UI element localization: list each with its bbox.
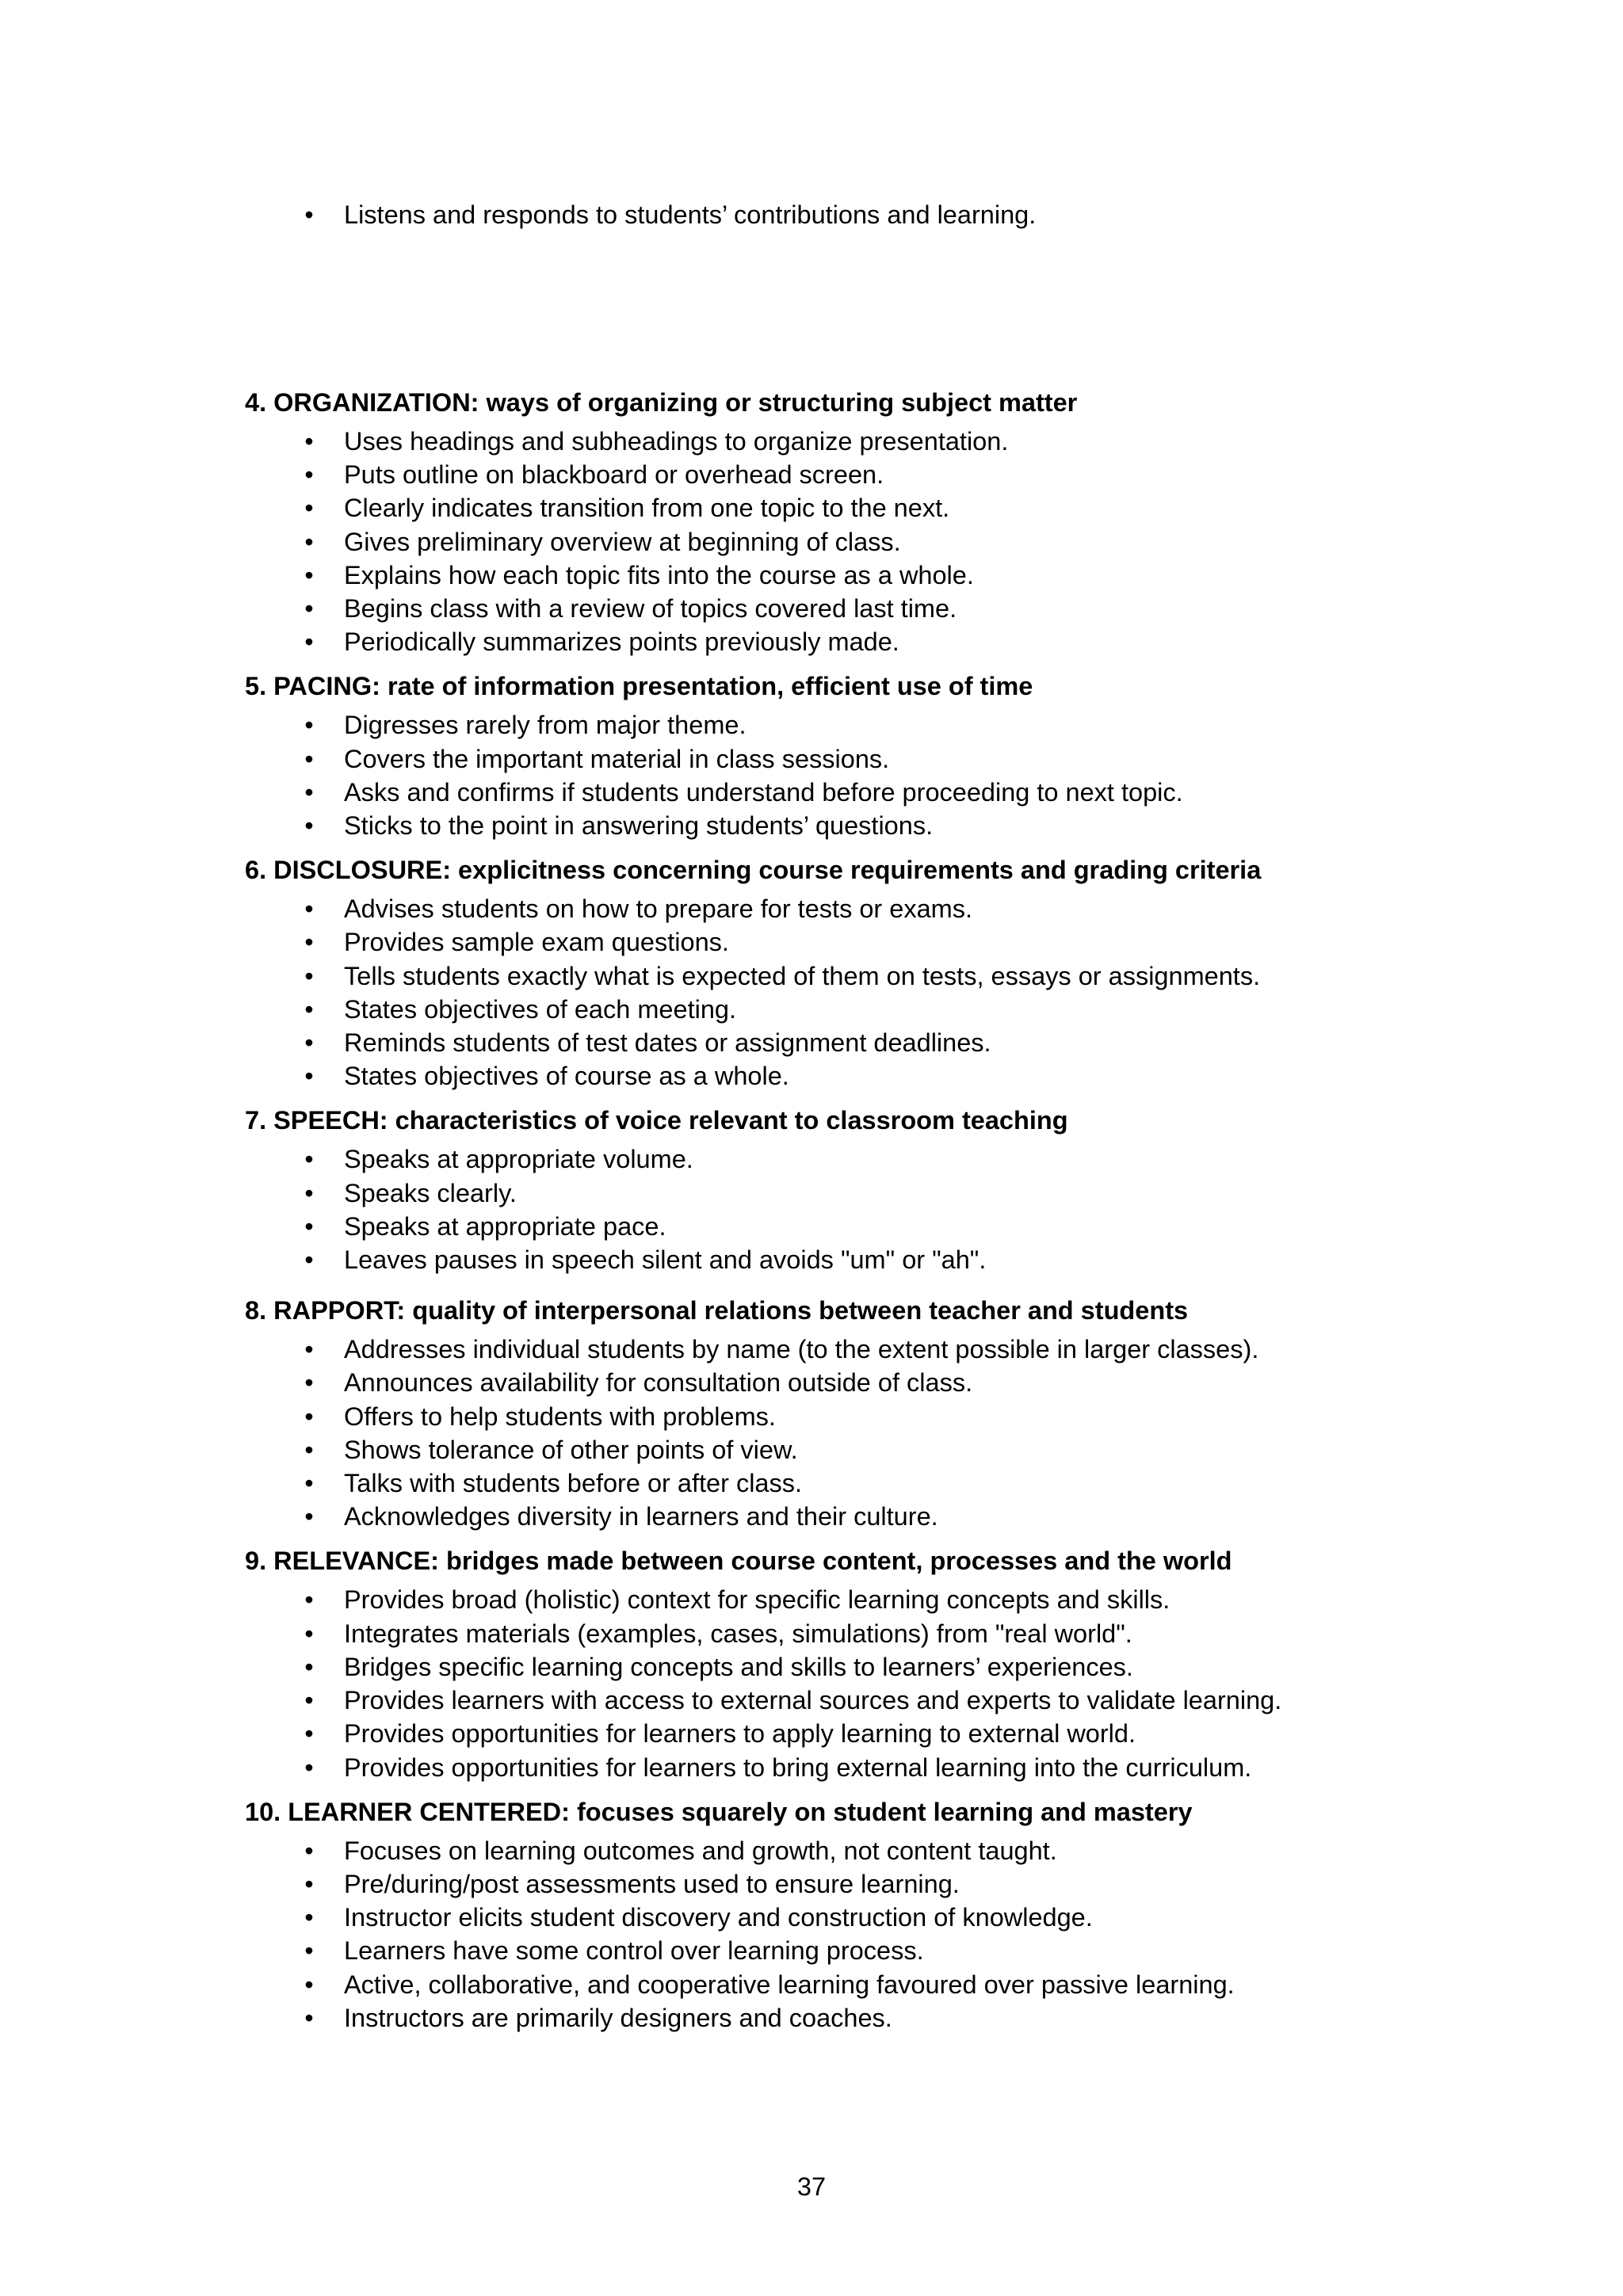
bullet-icon: •	[304, 961, 314, 990]
list-item	[245, 1617, 1434, 1650]
list-item	[245, 1934, 1434, 1967]
list-item-text: Uses headings and subheadings to organize presentation.	[344, 427, 1009, 456]
list-item-text: Integrates materials (examples, cases, simulations) from "real world".	[344, 1619, 1132, 1648]
list-item-text: Gives preliminary overview at beginning of class.	[344, 527, 901, 556]
list-item	[245, 1650, 1434, 1684]
bullet-icon: •	[304, 1178, 314, 1207]
bullet-icon: •	[304, 2003, 314, 2032]
list-item	[245, 525, 1434, 559]
list-item-text: Speaks clearly.	[344, 1178, 517, 1207]
bullet-icon: •	[304, 527, 314, 556]
bullet-list	[245, 1583, 1434, 1783]
list-item-text: Explains how each topic fits into the course as a whole.	[344, 560, 974, 589]
list-item	[245, 1684, 1434, 1717]
list-item	[245, 1867, 1434, 1901]
list-item	[245, 1059, 1434, 1093]
bullet-icon: •	[304, 1502, 314, 1531]
bullet-icon: •	[304, 777, 314, 807]
section-heading: 5. PACING: rate of information presentation, efficient use of time	[245, 672, 1033, 701]
bullet-list	[245, 1333, 1434, 1533]
bullet-icon: •	[304, 1211, 314, 1241]
list-item	[245, 1333, 1434, 1366]
bullet-icon: •	[304, 1402, 314, 1431]
list-item	[245, 559, 1434, 592]
bullet-icon: •	[304, 1145, 314, 1174]
list-item	[245, 1717, 1434, 1750]
bullet-icon: •	[304, 928, 314, 957]
bullet-icon: •	[304, 1585, 314, 1615]
list-item-text: Provides broad (holistic) context for specific learning concepts and skills.	[344, 1585, 1170, 1615]
list-item	[245, 1243, 1434, 1276]
bullet-icon: •	[304, 1619, 314, 1648]
list-item	[245, 776, 1434, 809]
list-item-text: Pre/during/post assessments used to ensure learning.	[344, 1869, 960, 1898]
list-item	[245, 1500, 1434, 1533]
list-item-text: Provides opportunities for learners to bring external learning into the curriculum.	[344, 1753, 1252, 1782]
bullet-list	[245, 708, 1434, 842]
list-item-text: Tells students exactly what is expected of them on tests, essays or assignments.	[344, 961, 1261, 990]
section-relevance	[245, 1544, 1434, 1783]
bullet-list	[245, 425, 1434, 658]
list-item	[245, 592, 1434, 625]
bullet-icon: •	[304, 994, 314, 1024]
list-item-text: Instructor elicits student discovery and construction of knowledge.	[344, 1903, 1093, 1932]
list-item-text: Talks with students before or after class.	[344, 1469, 803, 1498]
bullet-icon: •	[304, 1435, 314, 1464]
bullet-icon: •	[304, 200, 314, 229]
section-heading: 7. SPEECH: characteristics of voice relevant to classroom teaching	[245, 1106, 1068, 1135]
bullet-icon: •	[304, 460, 314, 490]
bullet-icon: •	[304, 560, 314, 589]
list-item	[245, 1751, 1434, 1784]
list-item	[245, 1177, 1434, 1210]
section-heading: 6. DISCLOSURE: explicitness concerning course requirements and grading criteria	[245, 856, 1262, 885]
list-item	[245, 1026, 1434, 1059]
list-item-text: Announces availability for consultation outside of class.	[344, 1368, 973, 1398]
bullet-icon: •	[304, 894, 314, 924]
bullet-icon: •	[304, 711, 314, 740]
bullet-icon: •	[304, 1970, 314, 1999]
bullet-icon: •	[304, 1686, 314, 1715]
bullet-icon: •	[304, 1719, 314, 1749]
list-item	[245, 925, 1434, 959]
list-item-text: Provides sample exam questions.	[344, 928, 729, 957]
section-heading: 4. ORGANIZATION: ways of organizing or structuring subject matter	[245, 388, 1078, 417]
section-disclosure	[245, 853, 1434, 1093]
bullet-icon: •	[304, 427, 314, 456]
section-speech	[245, 1104, 1434, 1276]
list-item	[245, 491, 1434, 524]
list-item-text: Shows tolerance of other points of view.	[344, 1435, 798, 1464]
section-organization	[245, 386, 1434, 658]
list-item-text: Reminds students of test dates or assignment deadlines.	[344, 1028, 991, 1058]
bullet-icon: •	[304, 1028, 314, 1058]
list-item	[245, 1901, 1434, 1934]
list-item-text: Sticks to the point in answering students’ questions.	[344, 811, 934, 841]
bullet-icon: •	[304, 494, 314, 523]
list-item	[245, 809, 1434, 842]
list-item-text: Speaks at appropriate pace.	[344, 1211, 666, 1241]
criteria-sections	[245, 386, 1434, 2046]
list-item-text: Periodically summarizes points previously made.	[344, 627, 899, 657]
list-item-text: Provides opportunities for learners to apply learning to external world.	[344, 1719, 1136, 1749]
bullet-icon: •	[304, 1936, 314, 1966]
section-pacing	[245, 669, 1434, 842]
list-item	[245, 708, 1434, 742]
list-item-text: Provides learners with access to external sources and experts to validate learning.	[344, 1686, 1282, 1715]
bullet-icon: •	[304, 1836, 314, 1865]
list-item-text: Leaves pauses in speech silent and avoids "um" or "ah".	[344, 1245, 987, 1275]
list-item	[245, 1142, 1434, 1176]
list-item	[245, 1366, 1434, 1399]
list-item	[245, 198, 1036, 231]
list-item	[245, 2001, 1434, 2035]
bullet-list	[245, 892, 1434, 1093]
list-item	[245, 742, 1434, 776]
bullet-icon: •	[304, 811, 314, 841]
bullet-icon: •	[304, 1335, 314, 1364]
bullet-icon: •	[304, 744, 314, 773]
list-item	[245, 1466, 1434, 1500]
section-rapport	[245, 1294, 1434, 1533]
list-item	[245, 1400, 1434, 1433]
list-item-text: Addresses individual students by name (to the extent possible in larger classes).	[344, 1335, 1259, 1364]
bullet-icon: •	[304, 1469, 314, 1498]
list-item-text: Speaks at appropriate volume.	[344, 1145, 693, 1174]
list-item-text: Listens and responds to students’ contributions and learning.	[344, 200, 1037, 229]
section-heading: 9. RELEVANCE: bridges made between course content, processes and the world	[245, 1547, 1232, 1576]
bullet-list	[245, 1834, 1434, 2035]
bullet-icon: •	[304, 1062, 314, 1091]
bullet-icon: •	[304, 1869, 314, 1898]
list-item-text: Instructors are primarily designers and coaches.	[344, 2003, 892, 2032]
list-item-text: Offers to help students with problems.	[344, 1402, 776, 1431]
bullet-icon: •	[304, 1368, 314, 1398]
list-item-text: Clearly indicates transition from one topic to the next.	[344, 494, 950, 523]
bullet-icon: •	[304, 1753, 314, 1782]
list-item-text: Asks and confirms if students understand before proceeding to next topic.	[344, 777, 1183, 807]
list-item-text: Active, collaborative, and cooperative learning favoured over passive learning.	[344, 1970, 1235, 1999]
list-item-text: Bridges specific learning concepts and skills to learners’ experiences.	[344, 1652, 1133, 1681]
intro-bullet-list	[245, 198, 1036, 231]
section-heading: 10. LEARNER CENTERED: focuses squarely on student learning and mastery	[245, 1797, 1193, 1826]
bullet-icon: •	[304, 1245, 314, 1275]
list-item-text: Acknowledges diversity in learners and their culture.	[344, 1502, 938, 1531]
list-item	[245, 425, 1434, 458]
bullet-icon: •	[304, 627, 314, 657]
list-item	[245, 458, 1434, 491]
list-item-text: Focuses on learning outcomes and growth, not content taught.	[344, 1836, 1057, 1865]
section-learner-centered	[245, 1795, 1434, 2035]
list-item	[245, 1433, 1434, 1466]
list-item	[245, 993, 1434, 1026]
list-item-text: Digresses rarely from major theme.	[344, 711, 747, 740]
list-item-text: Begins class with a review of topics covered last time.	[344, 594, 957, 624]
page-number: 37	[796, 2172, 827, 2201]
list-item-text: Learners have some control over learning process.	[344, 1936, 924, 1966]
list-item	[245, 1583, 1434, 1616]
list-item-text: Advises students on how to prepare for tests or exams.	[344, 894, 973, 924]
list-item	[245, 625, 1434, 658]
list-item	[245, 1834, 1434, 1867]
list-item-text: States objectives of each meeting.	[344, 994, 737, 1024]
bullet-icon: •	[304, 594, 314, 624]
list-item-text: States objectives of course as a whole.	[344, 1062, 789, 1091]
list-item	[245, 892, 1434, 925]
list-item	[245, 1210, 1434, 1243]
bullet-icon: •	[304, 1903, 314, 1932]
section-heading: 8. RAPPORT: quality of interpersonal relations between teacher and students	[245, 1296, 1189, 1325]
list-item-text: Puts outline on blackboard or overhead screen.	[344, 460, 884, 490]
list-item	[245, 959, 1434, 993]
list-item	[245, 1968, 1434, 2001]
bullet-icon: •	[304, 1652, 314, 1681]
list-item-text: Covers the important material in class sessions.	[344, 744, 890, 773]
bullet-list	[245, 1142, 1434, 1276]
